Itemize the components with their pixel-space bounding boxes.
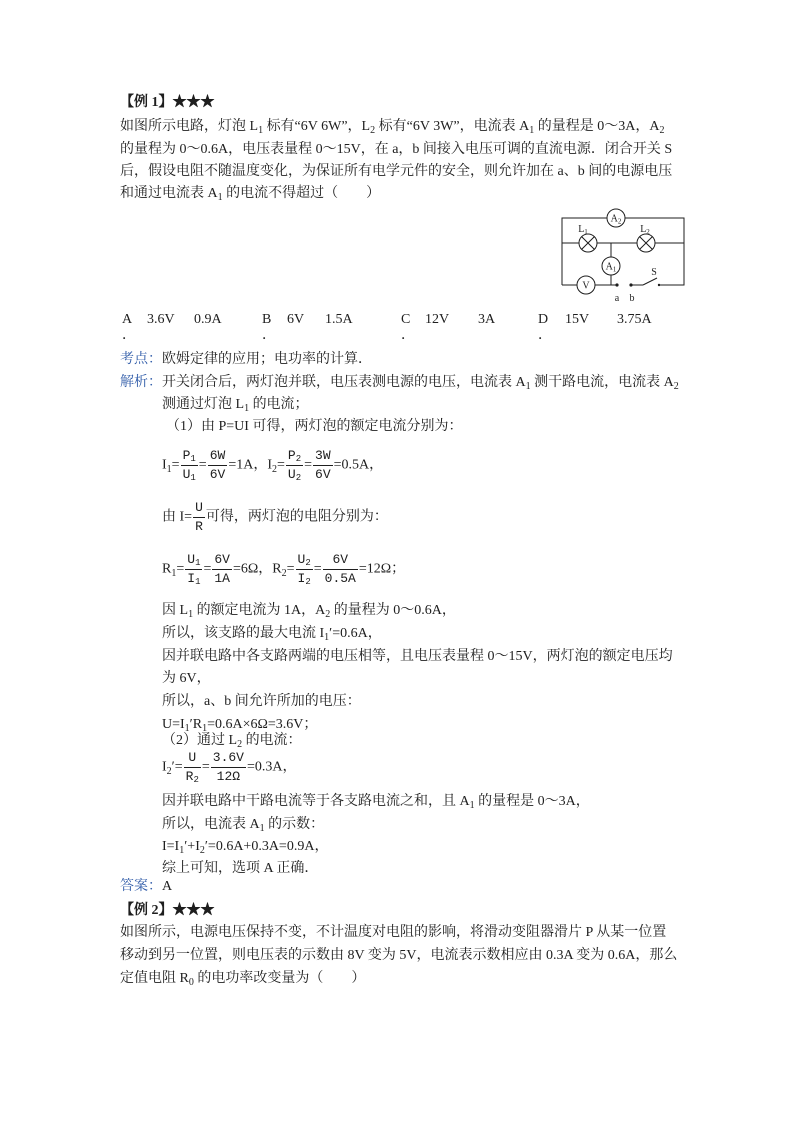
text-run: 的示数： [264,817,325,832]
text-run: =0.3A， [246,759,297,775]
fraction [211,750,246,785]
fraction [323,552,358,587]
switch-blade [643,278,657,285]
fraction-numerator [184,750,201,768]
text-run: = [304,457,313,473]
text-run: =0.6A×6Ω=3.6V； [207,717,318,732]
text-run: ′+I [184,839,200,854]
knowledge-point [120,350,372,370]
answer-label: 答案： [120,879,162,894]
text-run: I [187,571,196,586]
subscript: 1 [469,800,475,811]
text-run: 所以，该支路的最大电流 I [162,626,325,641]
text-run: 的量程是 0～3A，A [534,119,660,134]
text-run: 因并联电路中各支路两端的电压相等，且电压表量程 0～15V，两灯泡的额定电压均 [162,649,673,664]
text-run: 6V [209,467,226,482]
text-run: I [297,571,306,586]
fraction-denominator [313,466,333,483]
option-dot: ． [122,328,136,343]
text-run: 由 I= [162,509,193,525]
subscript: 1 [529,125,535,136]
text-run: 因 L [162,603,189,618]
example-2-heading: 【例 2】★★★ [120,903,215,918]
text-run: 测通过灯泡 L [162,397,245,412]
lamp-l1-label: $L_1$ [578,224,588,236]
fraction-denominator [323,570,358,587]
text-run: 和通过电流表 A [120,186,218,201]
text-run: 的电流不得超过（ ） [222,186,381,201]
formula-rated-current [162,448,383,483]
fraction-denominator [286,466,303,483]
fraction-denominator [208,466,228,483]
text-run: = [313,561,322,577]
fraction [313,448,333,483]
option-voltage: 6V [287,312,305,327]
analysis-line [162,375,679,390]
subscript: 1 [190,454,196,464]
option-voltage: 15V [565,312,590,327]
text-run: 测干路电流，电流表 A [530,375,674,390]
text-run: ′R [189,717,203,732]
fraction-numerator [286,448,303,466]
analysis-line [162,601,456,621]
subscript: 1 [259,823,265,834]
lamp-l2-label: $L_2$ [640,224,650,236]
example-1-heading: 【例 1】★★★ [120,95,215,110]
option-dot: ． [262,328,276,343]
subscript: 2 [295,473,302,483]
option-letter: D [538,312,549,327]
text-run: I [162,759,167,775]
text-run: U [187,552,196,567]
formula-resistance [162,552,405,587]
subscript: 1 [179,845,185,856]
text-run: =0.5A， [333,457,384,473]
subscript: 2 [325,609,331,620]
question-line [120,923,666,943]
option-voltage: 3.6V [147,312,175,327]
text-run: P [182,448,191,463]
text-run: I=I [162,839,180,854]
question-line [120,117,664,137]
text-run: 6V [214,552,230,567]
terminal-a-dot [615,283,618,286]
knowledge-point-label: 考点： [120,352,162,367]
fraction-numerator [211,750,246,768]
fraction-denominator [185,570,202,587]
text-run: 12Ω [216,769,241,784]
subscript: 2 [295,454,302,464]
fraction-denominator [184,768,201,785]
subscript: 2 [237,739,243,750]
subscript: 1 [190,473,196,483]
text-run: 0.5A [324,571,356,586]
option-current: 3A [478,312,496,327]
subscript: 2 [193,775,199,785]
option-letter: A [122,312,133,327]
terminal-a-label: a [614,293,620,304]
text-run: R [162,561,172,577]
text-run: 如图所示，电源电压保持不变，不计温度对电阻的影响，将滑动变阻器滑片 P 从某一位置 [120,925,667,940]
voltmeter [577,276,595,294]
text-run: U [287,467,296,482]
svg-text:V: V [582,280,590,292]
ammeter-a2 [607,209,625,227]
subscript: 2 [166,765,172,777]
analysis-line [162,669,211,689]
answer-value: A [162,879,173,894]
text-run: U=I [162,717,185,732]
option-current: 3.75A [617,312,652,327]
text-run: = [201,759,210,775]
text-run: U [297,552,306,567]
analysis-line [166,417,462,437]
subscript: 2 [199,845,205,856]
fraction-numerator [296,552,313,570]
text-run: 因并联电路中干路电流等于各支路电流之和，且 A [162,794,470,809]
subscript: 1 [525,381,531,392]
text-run: = [203,561,212,577]
question-line [120,946,677,966]
subscript: 1 [171,567,177,579]
option-current: 1.5A [325,312,353,327]
fraction-numerator [323,552,358,570]
svg-text:A2: $A_2$ [610,213,622,226]
subscript: 2 [370,125,376,136]
option-current: 0.9A [194,312,222,327]
question-line [120,140,672,160]
text-run: = [286,561,295,577]
text-run: 所以，电流表 A [162,817,260,832]
fraction-numerator [193,500,205,518]
text-run: （1）由 P=UI 可得，两灯泡的额定电流分别为： [166,419,463,434]
fraction [208,448,228,483]
question-line [120,162,672,182]
subscript: 2 [281,567,287,579]
analysis-conclusion [162,859,318,879]
formula-l2-current [162,750,297,785]
lamp-l1 [578,224,597,252]
text-run: 定值电阻 R [120,971,189,986]
subscript: 2 [305,558,311,568]
subscript: 1 [195,577,201,587]
subscript: 1 [217,192,223,203]
lamp-l2 [637,224,655,252]
fraction [181,448,198,483]
subscript: 1 [258,125,264,136]
text-run: 为 6V， [162,671,211,686]
answer [120,877,172,897]
text-run: 3W [315,448,331,463]
analysis-label: 解析： [120,375,162,390]
text-run: 3.6V [212,750,244,765]
subscript: 1 [195,558,201,568]
analysis-first-line [120,373,679,393]
text-run: ′= [171,759,183,775]
text-run: 的电功率改变量为（ ） [193,971,366,986]
fraction-denominator [181,466,198,483]
svg-text:A1: $A_1$ [605,261,617,274]
analysis-line [162,395,309,415]
text-run: 6W [209,448,226,463]
fraction-denominator [212,570,232,587]
text-run: 如图所示电路，灯泡 L [120,119,259,134]
text-run: = [176,561,185,577]
text-run: ′=0.6A， [329,626,382,641]
knowledge-point-text: 欧姆定律的应用；电功率的计算． [162,352,372,367]
text-run: = [171,457,180,473]
text-run: I [162,457,167,473]
fraction-numerator [181,448,198,466]
text-run: ′=0.6A+0.3A=0.9A， [204,839,329,854]
text-run: 开关闭合后，两灯泡并联，电压表测电源的电压，电流表 A [162,375,526,390]
fraction-numerator [185,552,202,570]
option-dot: ． [538,328,552,343]
text-run: 标有“6V 3W”，电流表 A [375,119,530,134]
subscript: 2 [305,577,311,587]
question-line [120,184,380,204]
subscript: 1 [188,609,194,620]
text-run: 综上可知，选项 A 正确． [162,861,319,876]
fraction-denominator [296,570,313,587]
text-run: = [276,457,285,473]
text-run: 的量程是 0～3A， [474,794,590,809]
fraction-numerator [313,448,333,466]
option-dot: ． [401,328,415,343]
text-run: 的电流； [249,397,309,412]
subscript: 2 [673,381,679,392]
text-run: =6Ω，R [232,561,282,577]
circuit-diagram [555,205,690,305]
fraction [296,552,313,587]
fraction [193,500,205,535]
text-run: P [287,448,296,463]
text-run: U [188,750,197,765]
fraction-numerator [212,552,232,570]
text-run: 6V [332,552,349,567]
subscript: 1 [202,723,208,734]
analysis-line [162,624,382,644]
text-run: U [195,500,203,515]
fraction-denominator [193,518,205,535]
subscript: 1 [166,463,172,475]
subscript: 2 [659,125,665,136]
text-run: 所以，a、b 间允许所加的电压： [162,694,361,709]
text-run: 1A [214,571,230,586]
subscript: 0 [188,977,194,988]
text-run: 可得，两灯泡的电阻分别为： [205,509,388,525]
text-run: 的量程为 0～0.6A，电压表量程 0～15V，在 a，b 间接入电压可调的直流电源．闭合开关 S [120,142,673,157]
formula-ohms-law [162,500,388,535]
analysis-line [162,792,590,812]
fraction [184,750,201,785]
fraction-numerator [208,448,228,466]
text-run: 的额定电流为 1A，A [193,603,326,618]
text-run: 的电流： [242,733,302,748]
text-run: =12Ω； [358,561,406,577]
subscript: 1 [184,723,190,734]
text-run: 标有“6V 6W”，L [263,119,371,134]
text-run: 移动到另一位置，则电压表的示数由 8V 变为 5V，电流表示数相应由 0.3A 变为 0.6A，那么 [120,948,678,963]
fraction [286,448,303,483]
terminal-b-label: b [629,293,635,304]
text-run: R [195,519,203,534]
subscript: 1 [324,632,330,643]
text-run: （2）通过 L [162,733,238,748]
analysis-line [162,647,673,667]
analysis-line [162,731,302,751]
question-line [120,969,365,989]
ammeter-a1 [602,257,620,275]
text-run: U [182,467,191,482]
text-run: R [185,769,194,784]
switch-label: S [651,267,657,278]
text-run: 6V [315,467,331,482]
fraction-denominator [211,768,246,785]
subscript: 2 [271,463,277,475]
text-run: 后，假设电阻不随温度变化，为保证所有电学元件的安全，则允许加在 a、b 间的电源电压 [120,164,673,179]
text-run: 的量程为 0～0.6A， [330,603,456,618]
subscript: 1 [244,403,250,414]
terminal-b-dot [629,283,632,286]
switch-contact [658,284,660,286]
formula-total-current [162,837,328,857]
analysis-line [162,692,361,712]
text-run: =1A，I [228,457,272,473]
analysis-line [162,815,324,835]
fraction [185,552,202,587]
fraction [212,552,232,587]
text-run: = [198,457,207,473]
option-letter: C [401,312,411,327]
option-voltage: 12V [425,312,450,327]
option-letter: B [262,312,272,327]
